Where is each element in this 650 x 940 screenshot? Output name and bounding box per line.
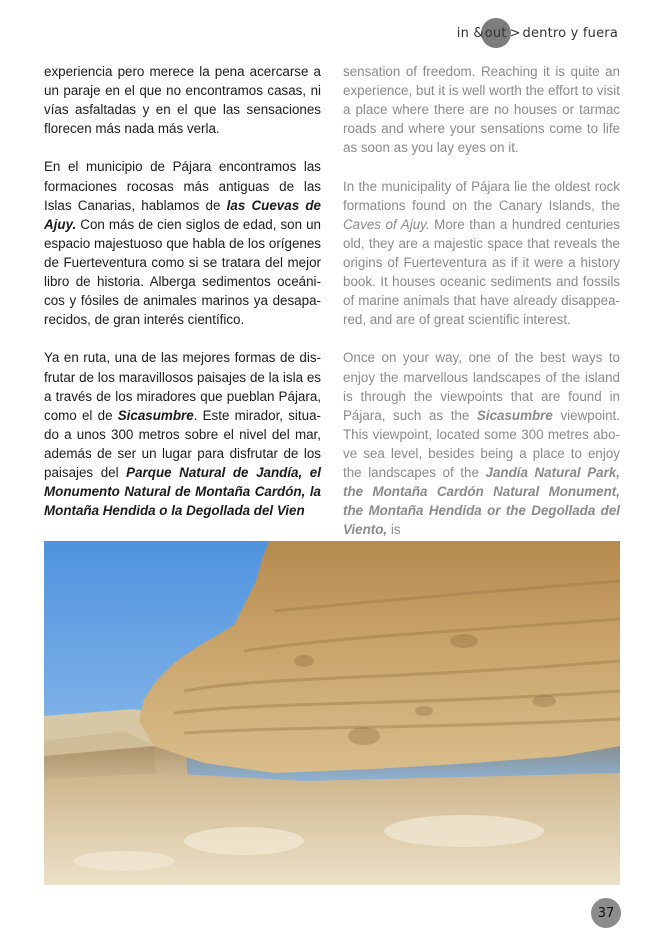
english-p2-emphasis: Caves of Ajuy.: [343, 216, 430, 232]
spanish-paragraph-1: [44, 62, 321, 138]
english-p2-text-a: In the municipality of Pájara lie the oldest rock formations found on the Canary Islands, the: [343, 178, 620, 213]
english-p3-text-c: is: [387, 522, 401, 538]
spanish-paragraph-2: [44, 157, 321, 329]
header-circle-badge: [484, 20, 508, 46]
english-paragraph-2: [343, 177, 620, 330]
rock-formation-photo: [44, 541, 620, 885]
spanish-p3-emphasis-2: Parque Natural de Jandía, el Monumento Natural de Montaña Cardón, la Montaña Hendida o la Degollada del Vien: [44, 464, 321, 519]
spanish-p3-text-a: Ya en ruta, una de las mejores formas de disfrutar de los maravillosos paisajes de la isla es a través de los miradores que pueblan Pájara, como el de: [44, 350, 321, 423]
english-p3-emphasis-1: Sicasumbre: [476, 407, 553, 423]
english-p2-text-b: More than a hundred centuries old, they are a majestic space that reveals the origins of Fuerteventura as if it were a history book. It houses oceanic sediments and fossils of marine animals that have already disappeared, and are of great scientific interest.: [343, 216, 620, 328]
spanish-p3-emphasis-1: Sicasumbre: [117, 407, 194, 423]
running-header: [457, 20, 618, 46]
english-p3-text-b: viewpoint. This viewpoint, located some 300 metres above sea level, besides being a place to enjoy the landscapes of the: [343, 407, 620, 480]
spanish-column: [44, 62, 321, 539]
spanish-p2-emphasis: las Cuevas de Ajuy.: [44, 197, 321, 232]
english-p1-text: sensation of freedom. Reaching it is quite an experience, but it is well worth the effort to visit a place where there are no houses or tarmac roads and where your sensations come to life as soon as you lay eyes on it.: [343, 64, 620, 156]
spanish-p3-text-b: . Este mirador, situado a unos 300 metros sobre el nivel del mar, además de ser un lugar para disfrutar de los paisajes del: [44, 407, 321, 480]
header-circled-word: out: [484, 25, 507, 41]
header-separator: >: [509, 25, 521, 41]
spanish-p2-text-b: Con más de cien siglos de edad, son un espacio majestuoso que habla de los orígenes de Fuerteventura como si se tratara del mejor libro de historia. Alberga sedimentos oceánicos y fósiles de animales marinos ya desaparecidos, de gran interés científico.: [44, 216, 321, 328]
spanish-paragraph-3: [44, 348, 321, 520]
english-paragraph-3: [343, 348, 620, 539]
spanish-p1-text: experiencia pero merece la pena acercarse a un paraje en el que no encontramos casas, ni vías asfaltadas y en el que las sensaciones florecen más nada más verla.: [44, 64, 321, 137]
english-p3-emphasis-2: Jandía Natural Park, the Montaña Cardón Natural Monument, the Montaña Hendida or the Degollada del Viento,: [343, 464, 620, 538]
header-suffix: dentro y fuera: [522, 25, 618, 41]
spanish-p2-text-a: En el municipio de Pájara encontramos las formaciones rocosas más antiguas de las Islas Canarias, hablamos de: [44, 159, 321, 213]
page-number-badge: [591, 898, 621, 928]
header-prefix: in &: [456, 25, 484, 41]
english-p3-text-a: Once on your way, one of the best ways to enjoy the marvellous landscapes of the island is through the viewpoints that are found in Pájara, such as the: [343, 350, 620, 423]
page-number: 37: [597, 905, 615, 921]
rock-photo-illustration: [44, 541, 620, 885]
english-paragraph-1: [343, 62, 620, 157]
english-column: [343, 62, 620, 558]
